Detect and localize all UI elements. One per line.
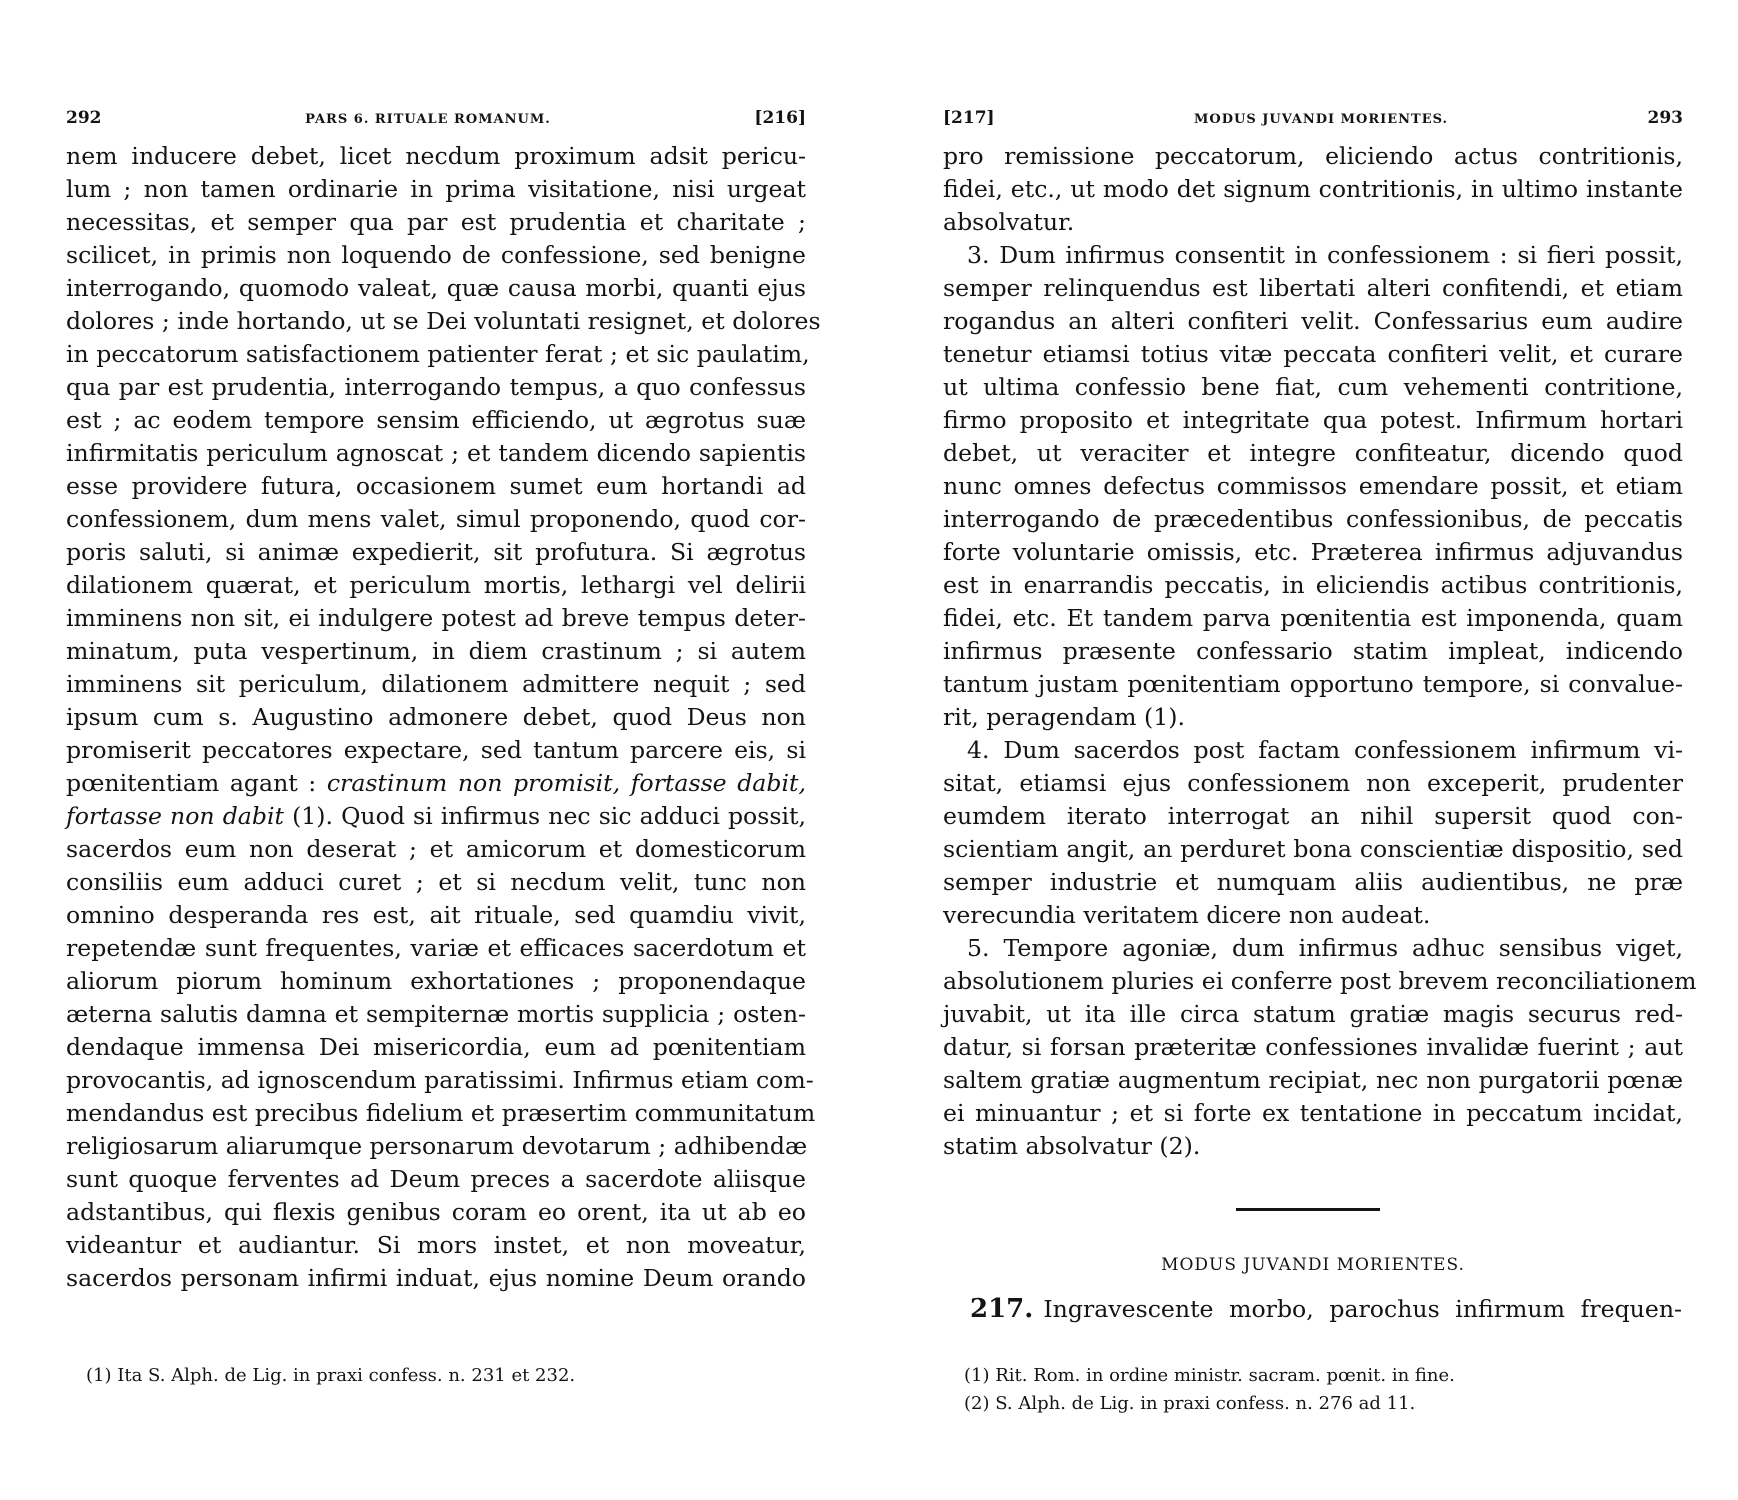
left-body-line: religiosarum aliarumque personarum devotarum ; adhibendæ <box>66 1132 808 1160</box>
right-para5-line: 5. Tempore agoniæ, dum infirmus adhuc sensibus viget, <box>967 934 1683 962</box>
right-para3-line: 3. Dum infirmus consentit in confessionem : si fieri possit, <box>967 241 1683 269</box>
left-body-line: necessitas, et semper qua par est prudentia et charitate ; <box>66 208 806 236</box>
left-body-line: aliorum piorum hominum exhortationes ; proponendaque <box>66 967 806 995</box>
left-page <box>66 108 821 1295</box>
left-section-marker: [216] <box>754 108 806 128</box>
right-page <box>943 108 1697 1163</box>
left-page-number: 292 <box>66 108 102 128</box>
left-lines-part-2 <box>66 833 816 1295</box>
right-para3-line: tenetur etiamsi totius vitæ peccata confiteri velit, et curare <box>943 340 1683 368</box>
left-lines-part-1 <box>66 140 821 767</box>
left-body-line: sacerdos eum non deserat ; et amicorum et domesticorum <box>66 835 806 863</box>
left-body-line: repetendæ sunt frequentes, variæ et efficaces sacerdotum et <box>66 934 806 962</box>
right-para3-line: est in enarrandis peccatis, in eliciendis actibus contritionis, <box>943 571 1683 599</box>
left-line-italic-b-suffix: . Quod si infirmus nec sic adduci possit, <box>325 802 806 830</box>
left-footnote-ref-1[interactable]: (1) <box>292 802 326 830</box>
left-body-line: poris saluti, si animæ expedierit, sit profutura. Si ægrotus <box>66 538 806 566</box>
left-line-italic-a <box>66 767 806 800</box>
left-body-line: consiliis eum adduci curet ; et si necdum velit, tunc non <box>66 868 806 896</box>
section-number: 217. <box>970 1294 1034 1324</box>
right-paragraph-5 <box>943 932 1697 1130</box>
right-para4-line: semper industrie et numquam aliis audientibus, ne præ <box>943 868 1683 896</box>
left-line-italic-a-prefix: pœnitentiam agant : <box>66 769 327 797</box>
right-para3-line: firmo proposito et integritate qua potest. Infirmum hortari <box>943 406 1683 434</box>
right-para4-line: 4. Dum sacerdos post factam confessionem infirmum vi- <box>967 736 1683 764</box>
left-body-line: imminens sit periculum, dilationem admittere nequit ; sed <box>66 670 806 698</box>
right-paragraph-4 <box>943 734 1683 899</box>
right-para3-line: nunc omnes defectus commissos emendare possit, et etiam <box>943 472 1683 500</box>
right-footnotes <box>964 1362 1684 1418</box>
section-217-first-line <box>970 1293 1682 1326</box>
left-body-line: adstantibus, qui flexis genibus coram eo orent, ita ut ab eo <box>66 1198 806 1226</box>
right-para3-line: infirmus præsente confessario statim impleat, indicendo <box>943 637 1683 665</box>
right-para3-line: ut ultima confessio bene fiat, cum vehementi contritione, <box>943 373 1683 401</box>
left-body-line: minatum, puta vespertinum, in diem crastinum ; si autem <box>66 637 806 665</box>
right-para5-line: ei minuantur ; et si forte ex tentatione in peccatum incidat, <box>943 1099 1683 1127</box>
right-para5-line: juvabit, ut ita ille circa statum gratiæ magis securus red- <box>943 1000 1683 1028</box>
right-body-text <box>943 140 1697 1163</box>
left-body-line: lum ; non tamen ordinarie in prima visitatione, nisi urgeat <box>66 175 806 203</box>
right-para3-line: semper relinquendus est libertati alteri confitendi, et etiam <box>943 274 1683 302</box>
right-paragraph-4-last: verecundia veritatem dicere non audeat. <box>943 901 1431 929</box>
left-body-line: videantur et audiantur. Si mors instet, et non moveatur, <box>66 1231 806 1259</box>
left-body-line: sunt quoque ferventes ad Deum preces a sacerdote aliisque <box>66 1165 806 1193</box>
right-page-number: 293 <box>1647 108 1683 128</box>
left-body-text <box>66 140 821 1295</box>
left-body-line: dilationem quærat, et periculum mortis, lethargi vel delirii <box>66 571 806 599</box>
left-body-line: æterna salutis damna et sempiternæ mortis supplicia ; osten- <box>66 1000 806 1028</box>
left-body-line: ipsum cum s. Augustino admonere debet, quod Deus non <box>66 703 806 731</box>
left-body-line: nem inducere debet, licet necdum proximum adsit pericu- <box>66 142 806 170</box>
right-para5-line: datur, si forsan præteritæ confessiones invalidæ fuerint ; aut <box>943 1033 1683 1061</box>
left-body-line: provocantis, ad ignoscendum paratissimi. Infirmus etiam com- <box>66 1066 814 1094</box>
left-body-line: sacerdos personam infirmi induat, ejus nomine Deum orando <box>66 1264 806 1292</box>
right-para4-line: scientiam angit, an perduret bona conscientiæ dispositio, sed <box>943 835 1683 863</box>
right-running-head <box>943 108 1683 136</box>
left-footnotes <box>86 1362 786 1390</box>
right-para3-line: rogandus an alteri confiteri velit. Confessarius eum audire <box>943 307 1683 335</box>
left-body-line: est ; ac eodem tempore sensim efficiendo, ut ægrotus suæ <box>66 406 806 434</box>
left-body-line: promiserit peccatores expectare, sed tantum parcere eis, si <box>66 736 806 764</box>
right-body-line: pro remissione peccatorum, eliciendo actus contritionis, <box>943 142 1683 170</box>
right-paragraph-3 <box>943 239 1683 701</box>
right-para3-line: fidei, etc. Et tandem parva pœnitentia est imponenda, quam <box>943 604 1683 632</box>
left-body-line: esse providere futura, occasionem sumet eum hortandi ad <box>66 472 806 500</box>
right-para5-line: saltem gratiæ augmentum recipiat, nec non purgatorii pœnæ <box>943 1066 1683 1094</box>
right-para4-line: eumdem iterato interrogat an nihil supersit quod con- <box>943 802 1683 830</box>
right-paragraph-continued <box>943 140 1683 206</box>
right-para4-line: sitat, etiamsi ejus confessionem non exceperit, prudenter <box>943 769 1683 797</box>
left-running-head <box>66 108 806 136</box>
right-para3-line: interrogando de præcedentibus confessionibus, de peccatis <box>943 505 1683 533</box>
left-body-line: imminens non sit, ei indulgere potest ad breve tempus deter- <box>66 604 806 632</box>
right-para3-line: tantum justam pœnitentiam opportuno tempore, si convalue- <box>943 670 1683 698</box>
left-body-line: qua par est prudentia, interrogando tempus, a quo confessus <box>66 373 806 401</box>
left-line-italic-a-quote: crastinum non promisit, fortasse dabit, <box>326 769 807 797</box>
left-line-italic-b-quote: fortasse non dabit <box>66 802 284 830</box>
left-running-title: PARS 6. RITUALE ROMANUM. <box>305 112 551 127</box>
right-running-title: MODUS JUVANDI MORIENTES. <box>1194 112 1449 127</box>
left-body-line: dendaque immensa Dei misericordia, eum ad pœnitentiam <box>66 1033 806 1061</box>
right-para3-line: debet, ut veraciter et integre confiteatur, dicendo quod <box>943 439 1683 467</box>
section-heading: MODUS JUVANDI MORIENTES. <box>1161 1255 1465 1275</box>
right-para5-line: absolutionem pluries ei conferre post brevem reconciliationem <box>943 967 1697 995</box>
left-body-line: in peccatorum satisfactionem patienter ferat ; et sic paulatim, <box>66 340 810 368</box>
left-body-line: dolores ; inde hortando, ut se Dei voluntati resignet, et dolores <box>66 307 821 335</box>
right-paragraph-continued-last: absolvatur. <box>943 208 1075 236</box>
right-section-marker: [217] <box>943 108 995 128</box>
left-body-line: mendandus est precibus fidelium et præsertim communitatum <box>66 1099 816 1127</box>
left-line-italic-b <box>66 800 806 833</box>
section-217-text: Ingravescente morbo, parochus infirmum frequen- <box>1043 1295 1682 1323</box>
left-body-line: omnino desperanda res est, ait rituale, sed quamdiu vivit, <box>66 901 806 929</box>
left-body-line: scilicet, in primis non loquendo de confessione, sed benigne <box>66 241 806 269</box>
right-paragraph-5-last: statim absolvatur (2). <box>943 1132 1201 1160</box>
left-footnote-1: (1) Ita S. Alph. de Lig. in praxi confess. n. 231 et 232. <box>86 1365 576 1386</box>
right-footnote-1: (1) Rit. Rom. in ordine ministr. sacram. pœnit. in fine. <box>964 1365 1455 1386</box>
right-para3-line: forte voluntarie omissis, etc. Præterea infirmus adjuvandus <box>943 538 1683 566</box>
left-body-line: interrogando, quomodo valeat, quæ causa morbi, quanti ejus <box>66 274 806 302</box>
right-footnote-2: (2) S. Alph. de Lig. in praxi confess. n. 276 ad 11. <box>964 1393 1416 1414</box>
right-paragraph-3-last: rit, peragendam (1). <box>943 703 1185 731</box>
section-divider-rule <box>1236 1208 1380 1211</box>
left-body-line: confessionem, dum mens valet, simul proponendo, quod cor- <box>66 505 806 533</box>
right-body-line: fidei, etc., ut modo det signum contritionis, in ultimo instante <box>943 175 1683 203</box>
left-body-line: infirmitatis periculum agnoscat ; et tandem dicendo sapientis <box>66 439 806 467</box>
